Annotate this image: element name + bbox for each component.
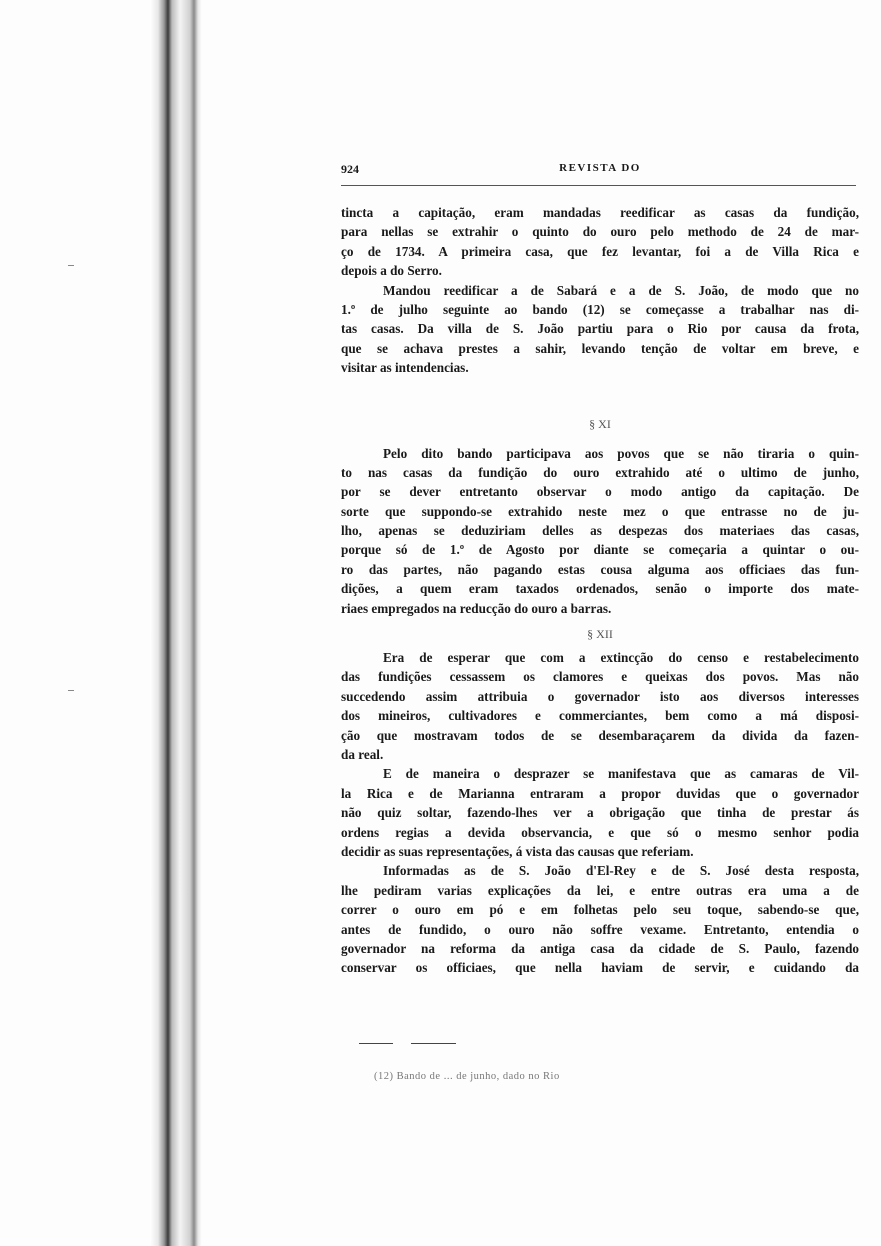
- section-heading-xi: § XI: [589, 416, 611, 431]
- body-text: [341, 203, 859, 978]
- paragraph-2: [341, 281, 859, 378]
- text-line: depois a do Serro.: [341, 263, 442, 279]
- paragraph-5: [341, 764, 859, 861]
- text-line: E de maneira o desprazer se manifestava que as camaras de Vil-: [383, 766, 859, 782]
- text-line: visitar as intendencias.: [341, 360, 469, 376]
- text-line: que se achava prestes a sahir, levando tenção de voltar em breve, e: [341, 340, 859, 356]
- scan-mark: [68, 690, 74, 691]
- footnote-rule: [359, 1043, 393, 1044]
- running-title: REVISTA DO: [559, 162, 641, 174]
- text-line: decidir as suas representações, á vista das causas que referiam.: [341, 843, 694, 859]
- text-line: dos mineiros, cultivadores e commerciantes, bem como a má disposi-: [341, 708, 859, 724]
- text-line: ro das partes, não pagando estas cousa alguma aos officiaes das fun-: [341, 561, 859, 577]
- text-line: to nas casas da fundição do ouro extrahido até o ultimo de junho,: [341, 464, 859, 480]
- paragraph-3: [341, 444, 859, 619]
- text-line: ção que mostravam todos de se desembaraçarem da divida da fazen-: [341, 727, 859, 743]
- text-line: sorte que suppondo-se extrahido neste mez o que entrasse no de ju-: [341, 503, 859, 519]
- text-line: dições, a quem eram taxados ordenados, senão o importe dos mate-: [341, 581, 859, 597]
- text-line: riaes empregados na reducção do ouro a barras.: [341, 600, 612, 616]
- header-rule: [341, 185, 856, 186]
- text-line: das fundições cessassem os clamores e queixas dos povos. Mas não: [341, 669, 859, 685]
- text-line: por se dever entretanto observar o modo antigo da capitação. De: [341, 484, 859, 500]
- text-line: conservar os officiaes, que nella haviam de servir, e cuidando da: [341, 960, 859, 976]
- footnote-rule: [411, 1043, 456, 1044]
- text-line: lhe pediram varias explicações da lei, e entre outras era uma a de: [341, 882, 859, 898]
- section-heading-xii: § XII: [587, 627, 613, 642]
- text-line: Pelo dito bando participava aos povos que se não tiraria o quin-: [383, 445, 859, 461]
- book-binding-edge: [150, 0, 202, 1246]
- text-line: da real.: [341, 746, 384, 762]
- page-header: [341, 162, 859, 180]
- scan-mark: [68, 265, 74, 266]
- text-line: tincta a capitação, eram mandadas reedificar as casas da fundição,: [341, 205, 859, 220]
- text-line: governador na reforma da antiga casa da cidade de S. Paulo, fazendo: [341, 940, 859, 956]
- text-line: Era de esperar que com a extincção do censo e restabelecimento: [383, 650, 859, 666]
- text-line: para nellas se extrahir o quinto do ouro pelo methodo de 24 de mar-: [341, 224, 859, 240]
- page-number: 924: [341, 162, 359, 176]
- text-line: la Rica e de Marianna entraram a propor duvidas que o governador: [341, 785, 859, 801]
- footnote: (12) Bando de ... de junho, dado no Rio: [374, 1071, 560, 1082]
- text-line: succedendo assim attribuia o governador isto aos diversos interesses: [341, 688, 859, 704]
- text-line: ordens regias a devida observancia, e que só o mesmo senhor podia: [341, 824, 859, 840]
- text-line: Informadas as de S. João d'El-Rey e de S. José desta resposta,: [383, 863, 859, 879]
- text-line: 1.º de julho seguinte ao bando (12) se começasse a trabalhar nas di-: [341, 301, 859, 317]
- paragraph-6: [341, 861, 859, 977]
- text-line: tas casas. Da villa de S. João partiu para o Rio por causa da frota,: [341, 321, 859, 337]
- text-line: correr o ouro em pó e em folhetas pelo seu toque, sabendo-se que,: [341, 902, 859, 918]
- text-line: não quiz soltar, fazendo-lhes ver a obrigação que tinha de prestar ás: [341, 805, 859, 821]
- text-line: porque só de 1.º de Agosto por diante se começaria a quintar o ou-: [341, 542, 859, 558]
- paragraph-4: [341, 648, 859, 764]
- text-line: Mandou reedificar a de Sabará e a de S. João, de modo que no: [383, 282, 859, 298]
- text-line: antes de fundido, o ouro não soffre vexame. Entretanto, entendia o: [341, 921, 859, 937]
- paragraph-1: [341, 203, 859, 281]
- text-line: ço de 1734. A primeira casa, que fez levantar, foi a de Villa Rica e: [341, 243, 859, 259]
- text-line: lho, apenas se deduziriam delles as despezas dos materiaes das casas,: [341, 523, 859, 539]
